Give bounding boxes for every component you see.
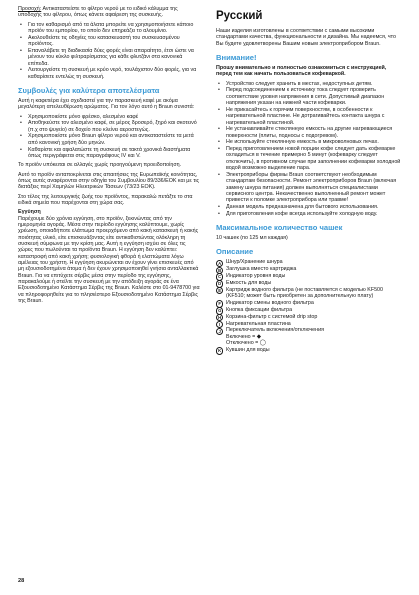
part-letter: E — [216, 287, 223, 294]
warnings-list — [216, 81, 401, 217]
list-item: H Корзина-фильтр с системой drip stop — [216, 314, 401, 320]
part-letter: H — [216, 314, 223, 321]
list-item: • Перед приготовлением новой порции кофе следует дать кофеварке охладиться в течение примерно 5 минут (кофеварку следует отключить), в противном случае при заполнении кофеварки холодной водой возможно выделение пара. — [216, 146, 401, 171]
switch-on-line: Включено = ◆ — [226, 333, 262, 340]
list-item: B Заглушка вместо картриджа — [216, 266, 401, 272]
list-item: • Καθαρίστε και αφαλατώστε τη συσκευή σε τακτά χρονικά διαστήματα όπως περιγράφεται στις παραγράφους IV και V. — [18, 147, 200, 160]
page-number: 28 — [18, 578, 25, 584]
attention-text: Прошу внимательно и полностью ознакомиться с инструкцией, перед тем как начать пользоваться кофеваркой. — [216, 65, 387, 78]
switch-off-icon: ◯ — [259, 340, 267, 347]
warranty-text: Παρέχουμε δύο χρόνια εγγύηση, στο προϊόν, ξεκινώντας από την ημερομηνία αγοράς. Μέσα στην περίοδο εγγύησης καλύπτουμε, χωρίς χρέωση, οποιαδήποτε ελάττωμα προερχόμενο από κακή κατασκευή ή κακής ποιότητας υλικό, είτε επισκευάζοντας είτε αντικαθιστώντας ολόκληρη τη συσκευή σύμφωνα με την κρίση μας. Αυτή η εγγύηση ισχύει σε όλες τις χώρες που πωλούνται τα προϊόντα Braun. Η εγγύηση δεν καλύπτει: καταστροφή από κακή χρήση; φυσιολογική φθορά ή ελαττώματα λόγω αμέλειας του χρήστη. Η εγγύηση ακυρώνεται αν έχουν γίνει επισκευές από μη εξουσιοδοτημένα άτομα ή δεν έχουν χρησιμοποιηθεί γνήσια ανταλλακτικά Braun. Για να επιτύχετε σέρβις μέσα στην περίοδο της εγγύησης, παρακαλούμε ή στείλτε την συσκευή με την απόδειξη αγοράς σε ένα Εξουσιοδοτημένο Κατάστημα Σέρβις της Braun. Καλέστε στο 01-9478700 για να πληροφορηθείτε για το πλησιέστερο Εξουσιοδοτημένο Κατάστημα Σέρβις της Braun. — [18, 215, 200, 305]
capacity-text: 10 чашек (по 125 мл каждая) — [216, 235, 288, 242]
list-item: • Не устанавливайте стеклянную емкость на другие нагревающиеся поверхности (плиты, подносы с подогревом). — [216, 126, 401, 139]
disposal-text: Στο τέλος της λειτουργικής ζωής του προϊόντος, παρακαλώ πετάξτε το στα ειδικά σημεία που παρέχονται στη χώρα σας. — [18, 193, 193, 206]
part-letter: J — [216, 328, 223, 335]
caution-label: Προσοχή: — [18, 6, 42, 12]
list-item: • Χρησιμοποιείστε μόνο Braun φίλτρο νερού και αντικαταστείστε τα μετά από κανονική χρήση δύο μηνών. — [18, 133, 200, 146]
description-heading: Описание — [216, 247, 254, 257]
compliance-text: Αυτό το προϊόν ανταποκρίνεται στις απαιτήσεις της Ευρωπαϊκής κοινότητας, όπως αυτές αναφέρονται στην οδηγία του Συμβουλίου 89/336/ΕΟΚ και με τις διατάξεις περί Χαμηλών Ηλεκτρικών Τάσεων (73/23 EOK). — [18, 171, 200, 191]
list-item: • Χρησιμοποιείστε μόνο φρέσκο, αλεσμένο καφέ — [18, 114, 200, 120]
list-item: A Шнур/Хранение шнура — [216, 259, 401, 265]
tips-list — [18, 114, 200, 160]
warranty-heading: Εγγύηση — [18, 209, 41, 216]
part-letter: A — [216, 260, 223, 267]
switch-on-icon: ◆ — [256, 333, 262, 340]
list-item: C Индикатор уровня воды — [216, 273, 401, 279]
attention-heading: Внимание! — [216, 53, 257, 63]
tips-heading: Συμβουλές για καλύτερα αποτελέσματα — [18, 85, 160, 95]
part-letter: I — [216, 321, 223, 328]
list-item: • Не прикасайтесь к горячим поверхностям, в особенности к нагревательной пластине. Не дотрагивайтесь контакта шнура с нагревательной пластиной. — [216, 107, 401, 126]
descaling-list — [18, 22, 200, 80]
part-letter: C — [216, 273, 223, 280]
page-title: Русский — [216, 10, 263, 22]
list-item: F Индикатор смены водного фильтра — [216, 300, 401, 306]
list-item: • Для приготовления кофе всегда используйте холодную воду. — [216, 211, 401, 217]
caution-paragraph: Προσοχή: Αντικαταστείστε το φίλτρο νερού με το ειδικό κάλυμμα της υποδοχής του φίλτρου, όπως κάνετε αφαίρεση της συσκευής. — [18, 6, 178, 19]
parts-list — [216, 259, 401, 353]
list-item: E Картридж водного фильтра (не поставляется с моделью KF500 (KF510; может быть приобретен за дополнительную плату) — [216, 287, 401, 300]
part-letter: D — [216, 280, 223, 287]
intro-text: Наши изделия изготовлены в соответствии с самыми высокими стандартами качества, функциональности и дизайна. Мы надеемся, что Вы будете удовлетворены Вашим новым электроприбором Braun. — [216, 28, 396, 47]
list-item: • Για τον καθαρισμό από τα άλατα μπορείτε να χρησιμοποιήσετε κάποιο προϊόν του εμπορίου, το οποίο δεν επηρεάζει το αλουμίνιο. — [18, 22, 200, 35]
part-letter: G — [216, 307, 223, 314]
list-item: G Кнопка фиксации фильтра — [216, 307, 401, 313]
switch-off-line: Отключено = ◯ — [226, 340, 267, 347]
list-item: • Επαναλάβετε τη διαδικασία δύες φορές είναι απαραίτητο, έτσι ώστε να μένουν του κύκλο φιλτραρίσματος για κάθε φλυτζάνι στα κανονικά επίπεδα. — [18, 48, 200, 67]
part-letter: B — [216, 267, 223, 274]
russian-column — [216, 6, 401, 354]
list-item: • Перед подсоединением к источнику тока следует проверить соответствие уровня напряжения в сети. Допустимый диапазон напряжения указан на нижней части кофеварки. — [216, 87, 401, 106]
tips-intro: Αυτή η καφετιέρα έχει σχεδιαστεί για την παρασκευή καφέ με ακόμα μεγαλύτερη απελευθέρωση αρώματος. Για τον λόγο αυτό η Braun συνιστά: — [18, 97, 195, 111]
list-item: • Не используйте стеклянную емкость в микроволновых печах. — [216, 139, 401, 145]
list-item: I Нагревательная пластина — [216, 321, 401, 327]
list-item: K Кувшин для воды — [216, 347, 401, 353]
list-item: • Αποθηκεύστε τον αλεσμένο καφέ, σε μέρος δροσερό, ξηρό και σκοτεινό (π.χ στο ψυγείο) σε δοχείο που κλείνει αεροστεγώς. — [18, 120, 200, 133]
greek-column — [18, 6, 200, 307]
list-item: • Ακολουθείστε τις οδηγίες του κατασκευαστή του συσκευασμένου προϊόντος. — [18, 35, 200, 48]
list-item: • Электроприборы фирмы Braun соответствуют необходимым стандартам безопасности. Ремонт электроприборов Braun (включая замену шнура питания) должен выполняться специалистами сервисного центра. Некачественно выполненный ремонт может привести к поломке электроприбора или травме! — [216, 172, 401, 204]
list-item: D Емкость для воды — [216, 280, 401, 286]
list-item: • Данная модель предназначена для бытового использования. — [216, 204, 401, 210]
part-letter: K — [216, 347, 223, 354]
list-item: • Устройство следует хранить в местах, недоступных детям. — [216, 81, 401, 87]
capacity-heading: Максимальное количество чашек — [216, 223, 343, 233]
change-notice: Το προϊόν υπόκειται σε αλλαγές χωρίς προηγούμενη προειδοποίηση. — [18, 162, 182, 169]
part-letter: F — [216, 300, 223, 307]
list-item: J Переключатель включения/отключения Включено = ◆ Отключено = ◯ — [216, 327, 401, 346]
list-item: • Λειτουργείστε τη συσκευή με κρύο νερό, τουλάχιστον δύο φορές, για να καθαρίσετε εντελώς τη συσκευή. — [18, 67, 200, 80]
